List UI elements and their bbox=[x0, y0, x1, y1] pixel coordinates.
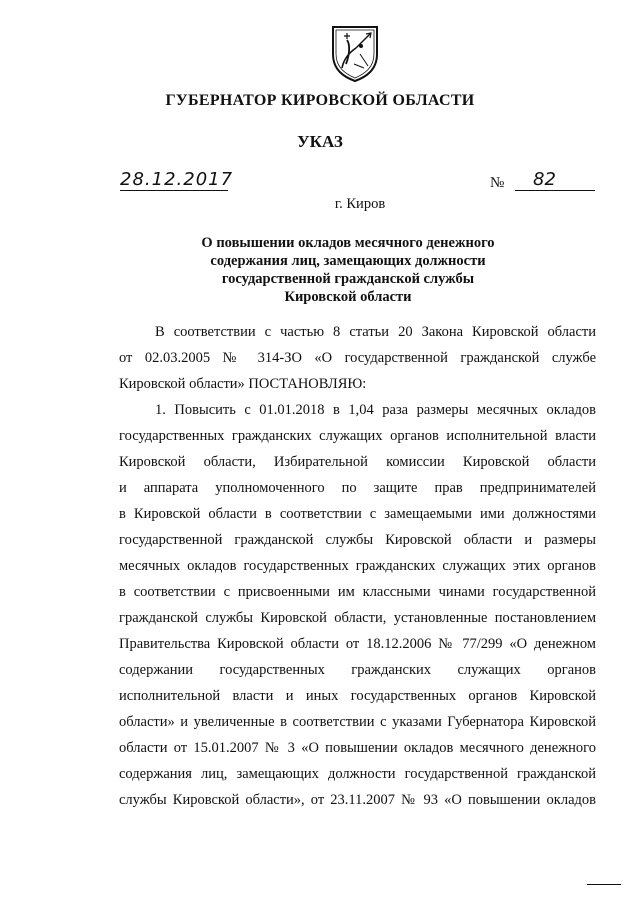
body-line: исполнительной власти и иных государственных органов Кировской bbox=[119, 688, 596, 704]
body-line: области от 15.01.2007 № 3 «О повышении окладов месячного денежного bbox=[119, 740, 596, 756]
title-line: Кировской области bbox=[284, 289, 412, 305]
body-line: гражданской службы Кировской области, установленные постановлением bbox=[119, 610, 596, 626]
body-line: области» и увеличенные в соответствии с указами Губернатора Кировской bbox=[119, 714, 596, 730]
body-line: месячных окладов государственных гражданских служащих этих органов bbox=[119, 558, 596, 574]
body-line: Кировской области» ПОСТАНОВЛЯЮ: bbox=[119, 376, 367, 392]
document-date: 28.12.2017 bbox=[120, 169, 234, 190]
number-sign: № bbox=[490, 175, 505, 191]
document-number: 82 bbox=[515, 170, 595, 191]
body-line: и аппарата уполномоченного по защите прав предпринимателей bbox=[119, 480, 596, 496]
body-line: содержании государственных гражданских служащих органов bbox=[119, 662, 596, 678]
document-type: УКАЗ bbox=[297, 132, 343, 151]
body-line: 1. Повысить с 01.01.2018 в 1,04 раза размеры месячных окладов bbox=[155, 402, 596, 418]
paragraph-preamble bbox=[119, 319, 596, 397]
body-line: государственной гражданской службы Кировской области и размеры bbox=[119, 532, 596, 548]
title-line: О повышении окладов месячного денежного bbox=[201, 235, 495, 251]
corner-mark bbox=[587, 884, 621, 885]
body-line: В соответствии с частью 8 статьи 20 Закона Кировской области bbox=[155, 324, 596, 340]
coat-of-arms-icon bbox=[330, 24, 380, 82]
body-line: службы Кировской области», от 23.11.2007 № 93 «О повышении окладов bbox=[119, 792, 596, 808]
body-line: в соответствии с присвоенными им классными чинами государственной bbox=[119, 584, 596, 600]
body-line: в Кировской области в соответствии с замещаемыми ими должностями bbox=[119, 506, 596, 522]
issuer-heading: ГУБЕРНАТОР КИРОВСКОЙ ОБЛАСТИ bbox=[165, 92, 475, 109]
body-line: Правительства Кировской области от 18.12.2006 № 77/299 «О денежном bbox=[119, 636, 596, 652]
city: г. Киров bbox=[334, 196, 386, 212]
paragraph-item-1 bbox=[119, 397, 596, 813]
document-title bbox=[178, 234, 518, 306]
title-line: государственной гражданской службы bbox=[221, 271, 475, 287]
body-line: от 02.03.2005 № 314-ЗО «О государственной гражданской службе bbox=[119, 350, 596, 366]
document-body bbox=[119, 319, 596, 813]
body-line: государственных гражданских служащих органов исполнительной власти bbox=[119, 428, 596, 444]
title-line: содержания лиц, замещающих должности bbox=[210, 253, 486, 269]
body-line: содержания лиц, замещающих должности государственной гражданской bbox=[119, 766, 596, 782]
body-line: Кировской области, Избирательной комиссии Кировской области bbox=[119, 454, 596, 470]
